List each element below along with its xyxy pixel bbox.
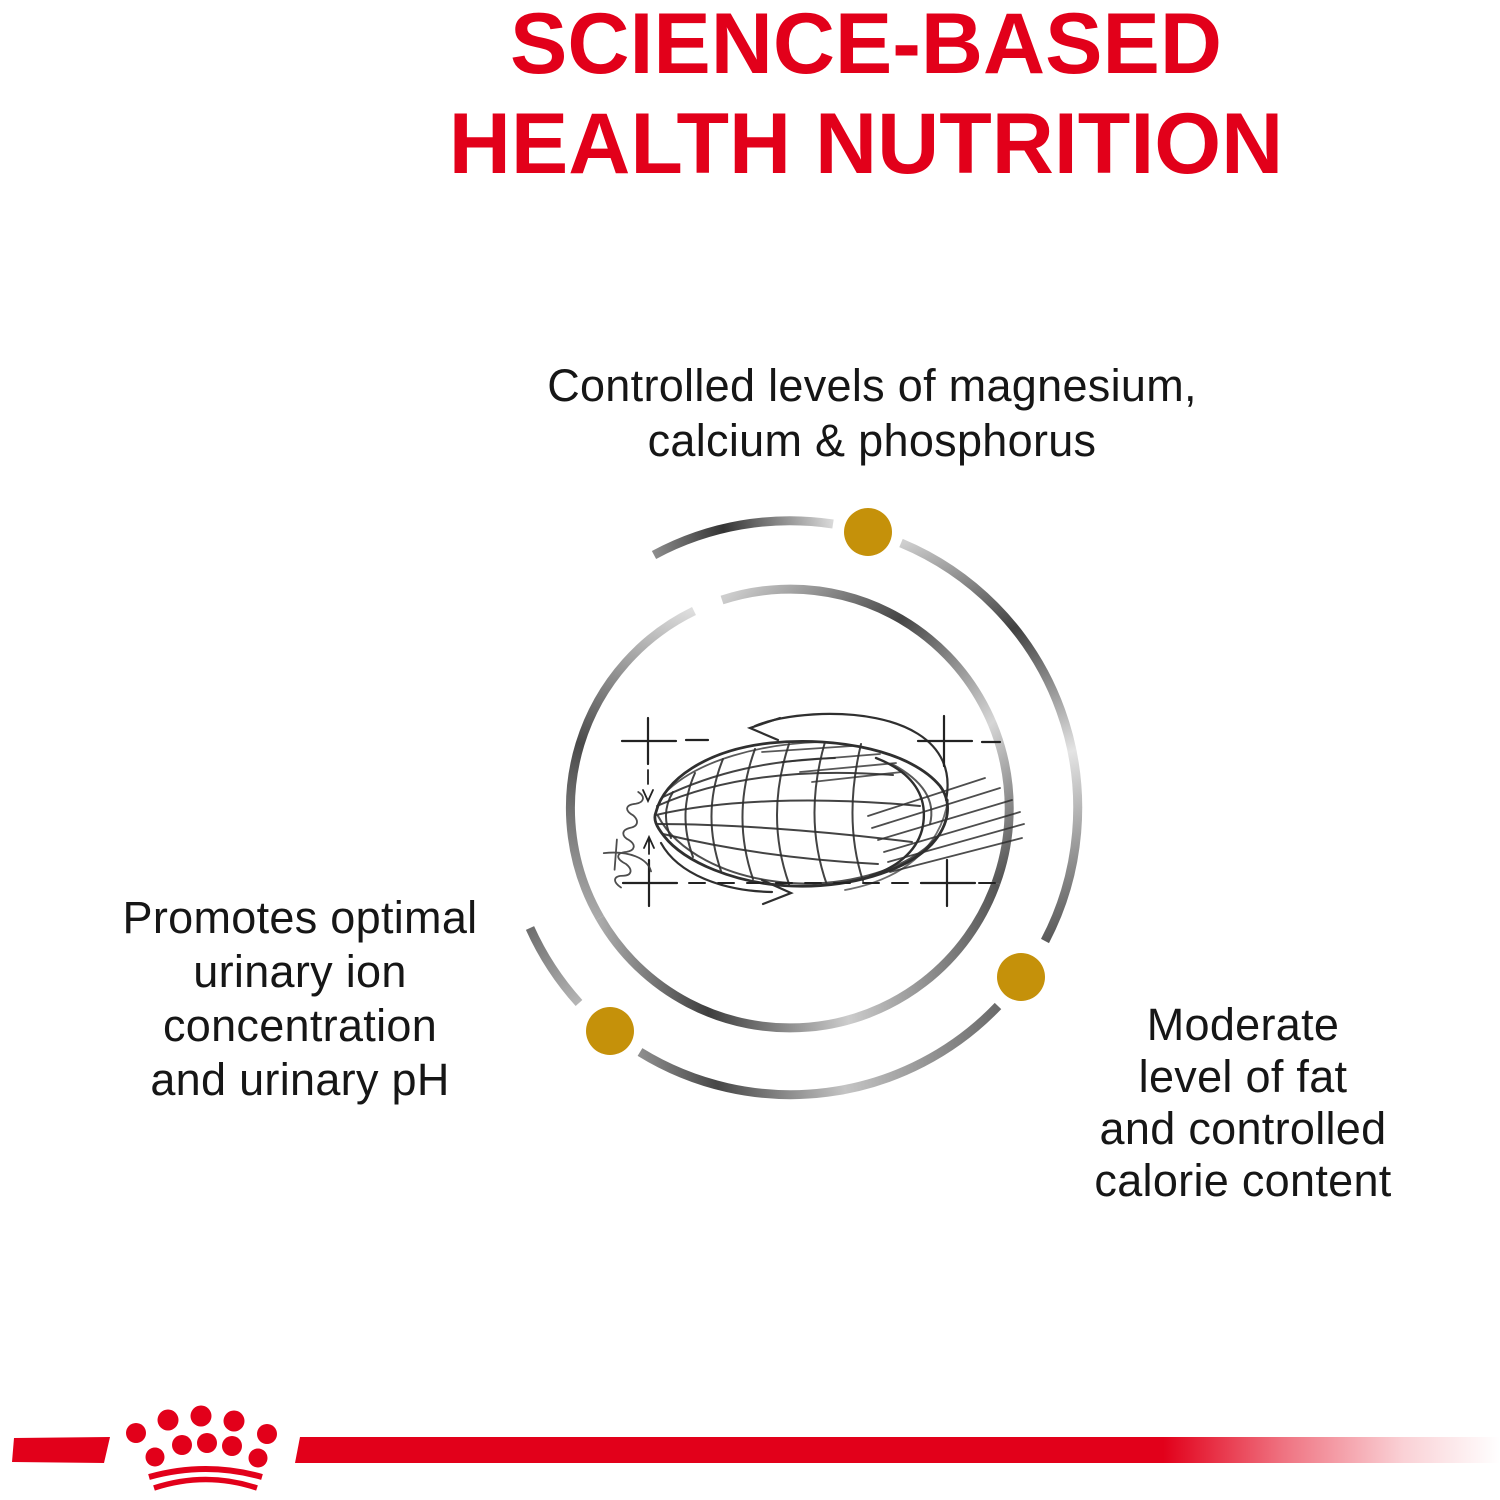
kibble-sketch-icon <box>598 714 1024 906</box>
callout-line: Moderate <box>1146 999 1340 1050</box>
callout-fat-calorie <box>1043 999 1443 1207</box>
callout-line: Controlled levels of magnesium, <box>547 360 1197 411</box>
gold-dot <box>586 1007 634 1055</box>
royal-canin-crown-icon <box>126 1406 277 1489</box>
title-line-2: HEALTH NUTRITION <box>448 96 1284 192</box>
outer-ring-segment <box>654 521 833 555</box>
callout-line: urinary ion <box>193 946 407 997</box>
callout-line: calorie content <box>1094 1155 1392 1206</box>
callout-minerals <box>472 358 1272 468</box>
outer-ring-segment <box>640 1006 998 1095</box>
gold-dot <box>997 953 1045 1001</box>
callout-line: and controlled <box>1099 1103 1387 1154</box>
callout-line: Promotes optimal <box>122 892 478 943</box>
callout-line: level of fat <box>1138 1051 1348 1102</box>
callout-urinary <box>60 891 540 1107</box>
footer-band <box>12 1406 1500 1489</box>
callout-line: calcium & phosphorus <box>647 415 1097 466</box>
handwriting-scribble <box>598 788 667 893</box>
inner-ring-segment <box>722 589 1009 883</box>
callout-line: and urinary pH <box>150 1054 450 1105</box>
red-bar-left <box>12 1437 110 1463</box>
callout-line: concentration <box>162 1000 438 1051</box>
inner-ring-segment <box>600 883 996 1028</box>
title-line-1: SCIENCE-BASED <box>510 0 1222 92</box>
red-bar-right <box>295 1437 1500 1463</box>
inner-ring-segment <box>570 611 694 918</box>
page-title <box>58 0 1500 194</box>
gold-dot <box>844 508 892 556</box>
